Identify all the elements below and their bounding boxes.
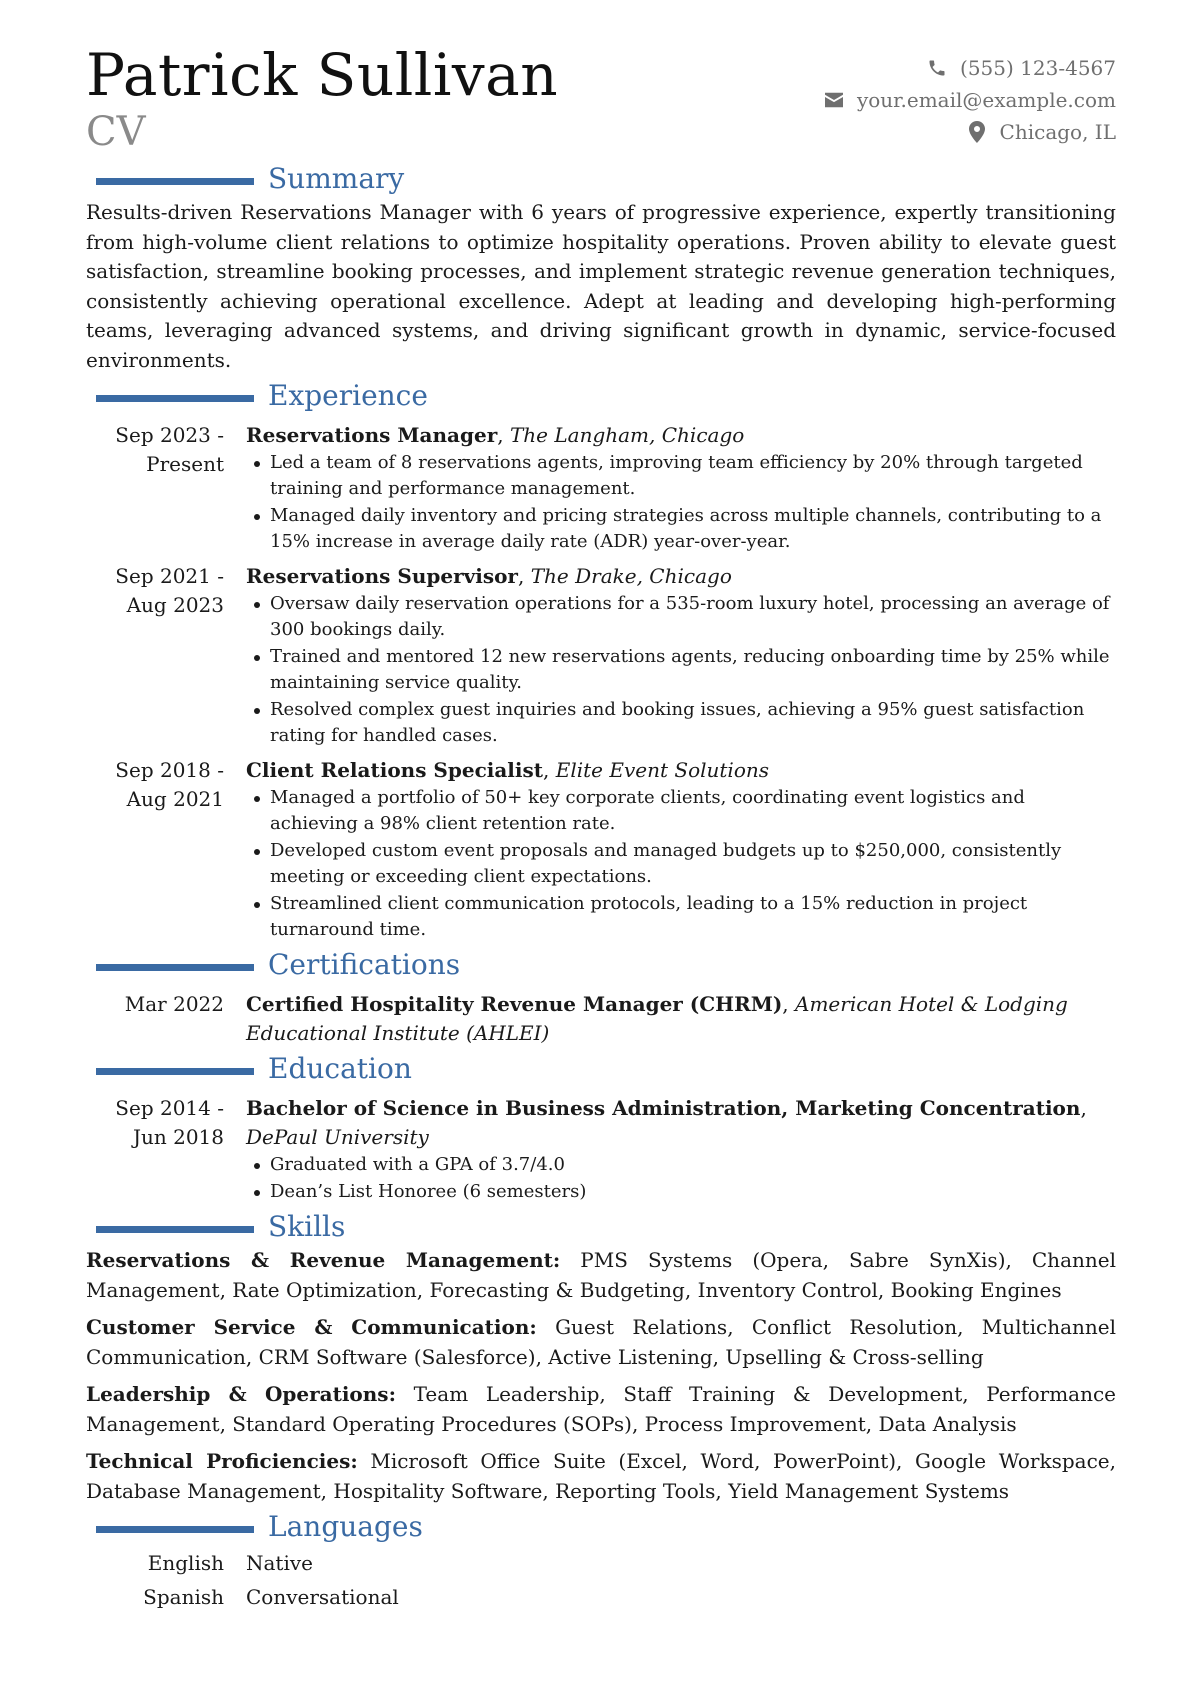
section-title: Certifications (268, 948, 461, 981)
skill-label: Leadership & Operations: (86, 1382, 396, 1406)
employer: The Langham, Chicago (509, 423, 745, 447)
skill-label: Customer Service & Communication: (86, 1315, 537, 1339)
phone-text[interactable]: (555) 123-4567 (960, 56, 1116, 80)
bullet-list (246, 450, 1116, 555)
section-title: Summary (268, 162, 405, 195)
section-title: Experience (268, 379, 428, 412)
bullet-item: Oversaw daily reservation operations for a 535-room luxury hotel, processing an average of 300 bookings daily. (270, 591, 1116, 643)
entry-date: Sep 2014 - Jun 2018 (115, 1096, 224, 1149)
language-row (86, 1580, 1116, 1614)
experience-entry (86, 562, 1116, 750)
language-name: English (147, 1551, 224, 1575)
bullet-item: Dean’s List Honoree (6 semesters) (270, 1179, 1116, 1205)
entry-date: Sep 2023 - Present (115, 423, 224, 476)
skill-group (86, 1313, 1116, 1372)
certifications-heading (86, 948, 1116, 984)
bullet-item: Managed a portfolio of 50+ key corporate clients, coordinating event logistics and achieving a 98% client retention rate. (270, 785, 1116, 837)
entry-body: Reservations Supervisor, The Drake, Chicago Oversaw daily reservation operations for a 535-room luxury hotel, processing an average of 300 bookings daily. Trained and mentored 12 new reservations agents, reducing onboarding time by 25% while maintaining service quality. Resolved complex guest inquiries and booking issues, achieving a 95% guest satisfaction rating for handled cases. (246, 562, 1116, 750)
summary-text: Results-driven Reservations Manager with 6 years of progressive experience, expertly transitioning from high-volume client relations to optimize hospitality operations. Proven ability to elevate guest satisfaction, streamline booking processes, and implement strategic revenue generation techniques, consistently achieving operational excellence. Adept at leading and developing high-performing teams, leveraging advanced systems, and driving significant growth in dynamic, service-focused environments. (86, 200, 1116, 372)
degree: Bachelor of Science in Business Administration, Marketing Concentration (246, 1096, 1081, 1120)
skill-group (86, 1447, 1116, 1506)
cv-header (86, 42, 1116, 160)
entry-date: Mar 2022 (124, 992, 224, 1016)
language-name: Spanish (143, 1585, 224, 1609)
entry-date: Sep 2018 - Aug 2021 (115, 758, 224, 811)
location-text: Chicago, IL (999, 120, 1116, 144)
entry-date: Sep 2021 - Aug 2023 (115, 564, 224, 617)
experience-heading (86, 379, 1116, 415)
email-icon (823, 89, 845, 111)
section-divider (96, 395, 254, 402)
bullet-item: Resolved complex guest inquiries and booking issues, achieving a 95% guest satisfaction rating for handled cases. (270, 697, 1116, 749)
education-heading (86, 1052, 1116, 1088)
skill-items: Microsoft Office Suite (Excel, Word, PowerPoint), Google Workspace, Database Management, Hospitality Software, Reporting Tools, Yield Management Systems (86, 1449, 1116, 1503)
language-row (86, 1546, 1116, 1580)
section-divider (96, 1526, 254, 1533)
education-entry (86, 1094, 1116, 1206)
certification-name: Certified Hospitality Revenue Manager (CHRM) (246, 992, 783, 1016)
section-divider (96, 1226, 254, 1233)
entry-body: Certified Hospitality Revenue Manager (CHRM), American Hotel & Lodging Educational Institute (AHLEI) (246, 992, 1068, 1045)
skill-items: Team Leadership, Staff Training & Development, Performance Management, Standard Operating Procedures (SOPs), Process Improvement, Data Analysis (86, 1382, 1117, 1436)
contact-location (823, 116, 1116, 148)
bullet-item: Led a team of 8 reservations agents, improving team efficiency by 20% through targeted training and performance management. (270, 450, 1116, 502)
skill-group (86, 1246, 1116, 1305)
employer: Elite Event Solutions (555, 758, 770, 782)
phone-icon (926, 57, 948, 79)
bullet-list (246, 1152, 1116, 1205)
entry-body: Client Relations Specialist, Elite Event Solutions Managed a portfolio of 50+ key corporate clients, coordinating event logistics and achieving a 98% client retention rate. Developed custom event proposals and managed budgets up to $250,000, consistently meeting or exceeding client expectations. Streamlined client communication protocols, leading to a 15% reduction in project turnaround time. (246, 756, 1116, 944)
skill-group (86, 1380, 1116, 1439)
bullet-item: Graduated with a GPA of 3.7/4.0 (270, 1152, 1116, 1178)
section-divider (96, 964, 254, 971)
languages-heading (86, 1510, 1116, 1546)
job-title: Reservations Supervisor (246, 564, 518, 588)
job-title: Reservations Manager (246, 423, 498, 447)
entry-body: Reservations Manager, The Langham, Chicago Led a team of 8 reservations agents, improving team efficiency by 20% through targeted training and performance management. Managed daily inventory and pricing strategies across multiple channels, contributing to a 15% increase in average daily rate (ADR) year-over-year. (246, 421, 1116, 556)
skills-heading (86, 1210, 1116, 1246)
section-title: Languages (268, 1510, 423, 1543)
certification-entry (86, 990, 1116, 1048)
section-title: Skills (268, 1210, 346, 1243)
certification-issuer: American Hotel & Lodging Educational Institute (AHLEI) (246, 992, 1068, 1045)
skill-label: Reservations & Revenue Management: (86, 1248, 561, 1272)
contact-email (823, 84, 1116, 116)
bullet-item: Streamlined client communication protocols, leading to a 15% reduction in project turnaround time. (270, 891, 1116, 943)
entry-body: Bachelor of Science in Business Administration, Marketing Concentration, DePaul University Graduated with a GPA of 3.7/4.0 Dean’s List Honoree (6 semesters) (246, 1094, 1116, 1206)
experience-entry (86, 421, 1116, 556)
experience-entry (86, 756, 1116, 944)
language-level: Conversational (246, 1585, 399, 1609)
section-title: Education (268, 1052, 412, 1085)
bullet-item: Trained and mentored 12 new reservations agents, reducing onboarding time by 25% while maintaining service quality. (270, 644, 1116, 696)
skill-items: PMS Systems (Opera, Sabre SynXis), Channel Management, Rate Optimization, Forecasting & Budgeting, Inventory Control, Booking Engines (86, 1248, 1116, 1302)
bullet-list (246, 785, 1116, 943)
section-divider (96, 178, 254, 185)
email-text[interactable]: your.email@example.com (856, 88, 1116, 112)
location-icon (966, 121, 988, 143)
contact-phone (823, 52, 1116, 84)
summary-heading (86, 162, 1116, 198)
bullet-list (246, 591, 1116, 749)
job-title: Client Relations Specialist (246, 758, 544, 782)
employer: The Drake, Chicago (530, 564, 732, 588)
bullet-item: Managed daily inventory and pricing strategies across multiple channels, contributing to a 15% increase in average daily rate (ADR) year-over-year. (270, 503, 1116, 555)
cv-page (86, 42, 1116, 1614)
skill-items: Guest Relations, Conflict Resolution, Multichannel Communication, CRM Software (Salesforce), Active Listening, Upselling & Cross-selling (86, 1315, 1116, 1369)
language-level: Native (246, 1551, 313, 1575)
document-subtitle: CV (86, 109, 146, 155)
section-divider (96, 1068, 254, 1075)
person-name: Patrick Sullivan (86, 41, 559, 109)
school: DePaul University (246, 1125, 429, 1149)
skill-label: Technical Proficiencies: (86, 1449, 358, 1473)
contact-block (823, 52, 1116, 148)
bullet-item: Developed custom event proposals and managed budgets up to $250,000, consistently meeting or exceeding client expectations. (270, 838, 1116, 890)
